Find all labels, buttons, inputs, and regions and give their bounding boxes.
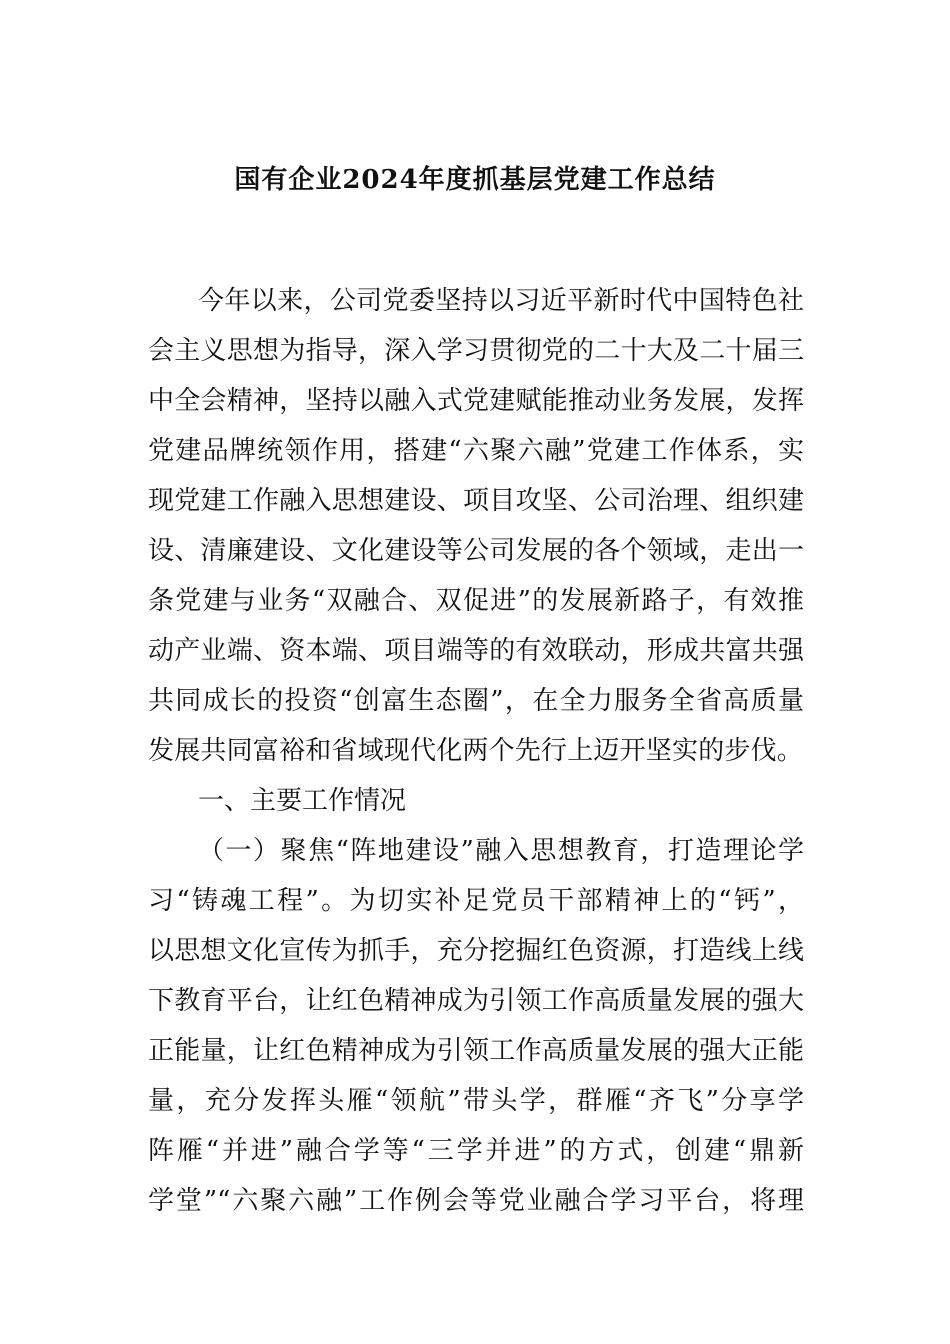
paragraph-line: 共同成长的投资“创富生态圈”，在全力服务全省高质量 xyxy=(148,686,804,716)
paragraph-line: 今年以来，公司党委坚持以习近平新时代中国特色社 xyxy=(198,286,804,316)
paragraph-line: 发展共同富裕和省域现代化两个先行上迈开坚实的步伐。 xyxy=(148,736,804,766)
paragraph-line: 以思想文化宣传为抓手，充分挖掘红色资源，打造线上线 xyxy=(148,936,804,966)
paragraph-line: 习“铸魂工程”。为切实补足党员干部精神上的“钙”， xyxy=(148,886,804,916)
paragraph-line: 设、清廉建设、文化建设等公司发展的各个领域，走出一 xyxy=(148,536,804,566)
paragraph-line: 阵雁“并进”融合学等“三学并进”的方式，创建“鼎新 xyxy=(148,1136,804,1166)
paragraph-line: 正能量，让红色精神成为引领工作高质量发展的强大正能 xyxy=(148,1036,804,1066)
paragraph-line: 党建品牌统领作用，搭建“六聚六融”党建工作体系，实 xyxy=(148,436,804,466)
paragraph-line: （一）聚焦“阵地建设”融入思想教育，打造理论学 xyxy=(198,836,804,866)
paragraph-line: 现党建工作融入思想建设、项目攻坚、公司治理、组织建 xyxy=(148,486,804,516)
paragraph-line: 会主义思想为指导，深入学习贯彻党的二十大及二十届三 xyxy=(148,336,804,366)
section-heading: 一、主要工作情况 xyxy=(198,786,407,816)
paragraph-line: 条党建与业务“双融合、双促进”的发展新路子，有效推 xyxy=(148,586,804,616)
paragraph-line: 中全会精神，坚持以融入式党建赋能推动业务发展，发挥 xyxy=(148,386,804,416)
document-title: 国有企业2024年度抓基层党建工作总结 xyxy=(234,165,716,195)
paragraph-line: 学堂”“六聚六融”工作例会等党业融合学习平台，将理 xyxy=(148,1186,804,1216)
paragraph-line: 下教育平台，让红色精神成为引领工作高质量发展的强大 xyxy=(148,986,804,1016)
paragraph-line: 量，充分发挥头雁“领航”带头学，群雁“齐飞”分享学 xyxy=(148,1086,804,1116)
paragraph-line: 动产业端、资本端、项目端等的有效联动，形成共富共强 xyxy=(148,636,804,666)
